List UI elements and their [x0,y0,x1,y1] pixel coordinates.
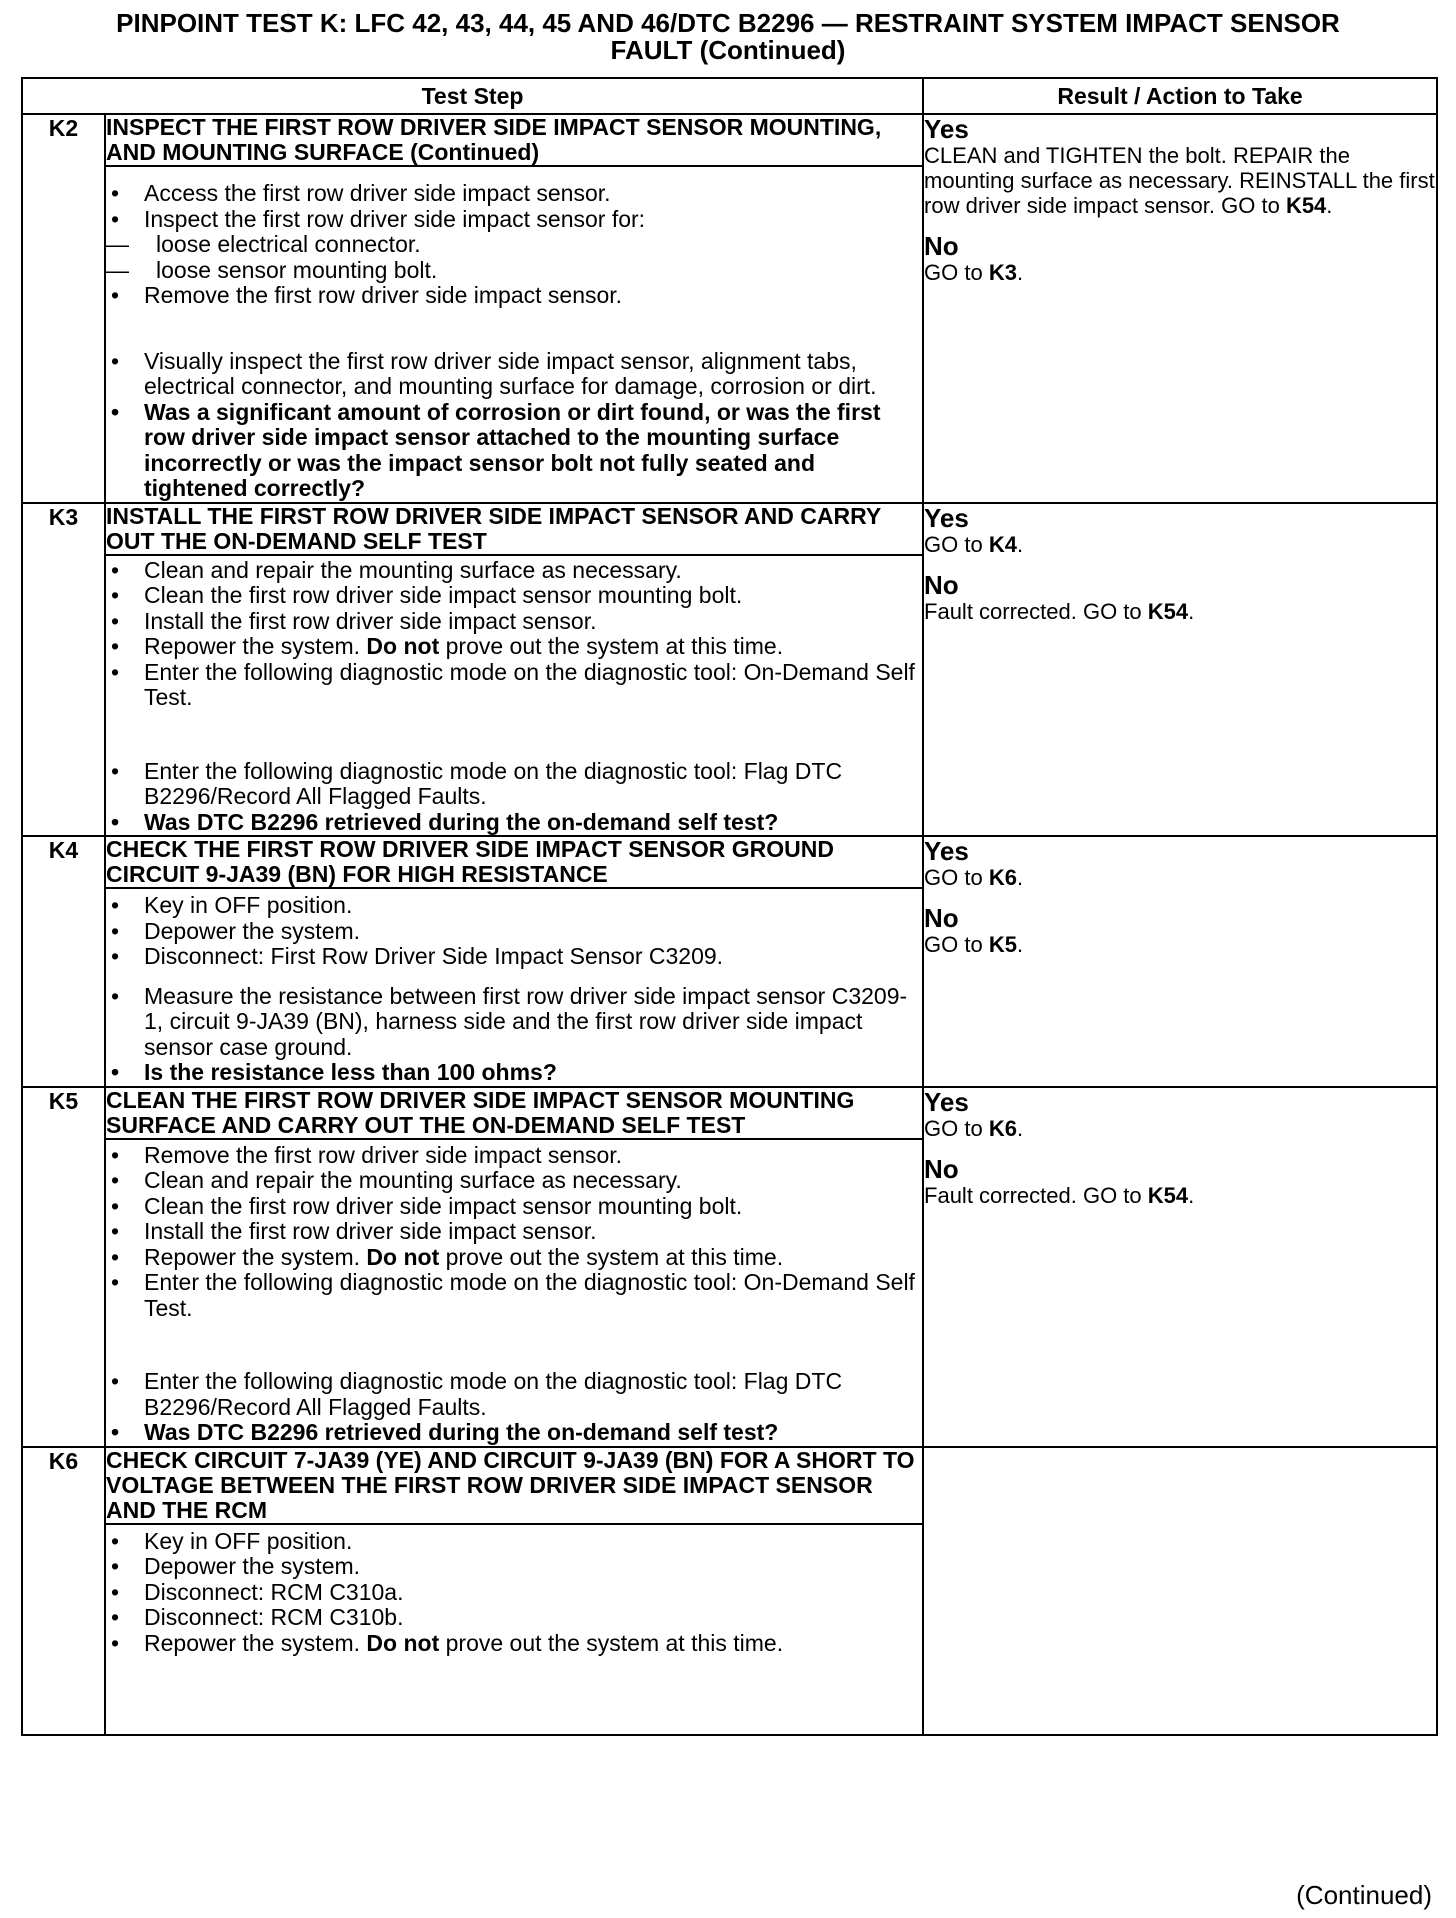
instruction-list [106,1143,922,1322]
step-body-k4 [105,888,923,1087]
instruction-list [106,1369,922,1446]
instruction-item: • Clean and repair the mounting surface as necessary. [106,558,922,584]
step-id-k4: K4 [22,836,105,1087]
instruction-list [106,1529,922,1657]
yes-label: Yes [924,836,969,866]
instruction-item: • Key in OFF position. [106,1529,922,1555]
step-result-k6 [923,1447,1437,1735]
step-body-k5 [105,1139,923,1447]
instruction-list [106,893,922,970]
step-ref: K54 [1147,1182,1189,1208]
step-ref: K6 [988,865,1017,890]
instruction-item: • Disconnect: First Row Driver Side Impact Sensor C3209. [106,944,922,970]
instruction-item: • Measure the resistance between first row driver side impact sensor C3209-1, circuit 9-JA39 (BN), harness side and the first row driver side impact sensor case ground. [106,984,922,1061]
instruction-item: • Repower the system. Do not prove out the system at this time. [106,1245,922,1271]
instruction-item: • Install the first row driver side impact sensor. [106,609,922,635]
step-k2-heading-row [22,114,1437,166]
step-id-k5: K5 [22,1087,105,1447]
instruction-list [106,558,922,711]
no-label: No [924,903,959,933]
step-ref: K5 [988,932,1017,957]
instruction-item: • Key in OFF position. [106,893,922,919]
table-header-row [22,78,1437,114]
question-item: • Was DTC B2296 retrieved during the on-demand self test? [106,810,922,836]
yes-label: Yes [924,502,969,533]
step-result-k4 [923,836,1437,1087]
no-label: No [924,231,959,261]
instruction-item: • Visually inspect the first row driver side impact sensor, alignment tabs, electrical connector, and mounting surface for damage, corrosion or dirt. [106,349,922,400]
sub-list [106,232,922,283]
title-line-1: PINPOINT TEST K: LFC 42, 43, 44, 45 AND 46/DTC B2296 — RESTRAINT SYSTEM IMPACT SENSOR [116,8,1340,38]
instruction-item: • Enter the following diagnostic mode on the diagnostic tool: Flag DTC B2296/Record All Flagged Faults. [106,1369,922,1420]
no-action: Fault corrected. GO to K54. [924,1182,1195,1208]
instruction-item: • Repower the system. Do not prove out the system at this time. [106,1631,922,1657]
step-k4-heading-row [22,836,1437,888]
question-item: • Was DTC B2296 retrieved during the on-demand self test? [106,1420,922,1446]
step-id-k6: K6 [22,1447,105,1735]
question-item: • Was a significant amount of corrosion or dirt found, or was the first row driver side impact sensor attached to the mounting surface incorrectly or was the impact sensor bolt not fully seated and tightened correctly? [106,400,922,502]
pinpoint-test-table [21,77,1438,1736]
instruction-item: • Clean and repair the mounting surface as necessary. [106,1168,922,1194]
continued-footer: (Continued) [1296,1880,1432,1910]
instruction-item: • Clean the first row driver side impact sensor mounting bolt. [106,1194,922,1220]
step-k3-heading-row [22,503,1437,555]
step-id-k3: K3 [22,503,105,837]
step-k6-heading-row [22,1447,1437,1524]
yes-action: CLEAN and TIGHTEN the bolt. REPAIR the mounting surface as necessary. REINSTALL the first row driver side impact sensor. GO to K54. [924,143,1435,218]
sub-item: — loose sensor mounting bolt. [106,258,922,284]
sub-item: — loose electrical connector. [106,232,922,258]
instruction-item: • Enter the following diagnostic mode on the diagnostic tool: On-Demand Self Test. [106,1270,922,1321]
page-title [20,10,1436,64]
instruction-list [106,349,922,502]
instruction-item: • Depower the system. [106,919,922,945]
step-body-k6 [105,1524,923,1735]
instruction-item: • Remove the first row driver side impact sensor. [106,283,922,309]
header-test-step: Test Step [22,78,923,114]
yes-label: Yes [924,1086,969,1117]
instruction-item: • Access the first row driver side impact sensor. [106,181,922,207]
instruction-list [106,181,922,309]
step-heading-k2: INSPECT THE FIRST ROW DRIVER SIDE IMPACT SENSOR MOUNTING, AND MOUNTING SURFACE (Continued) [105,114,923,166]
instruction-item: • Disconnect: RCM C310a. [106,1580,922,1606]
instruction-item: • Repower the system. Do not prove out the system at this time. [106,634,922,660]
instruction-item: • Clean the first row driver side impact sensor mounting bolt. [106,583,922,609]
yes-action: GO to K6. [924,865,1024,890]
step-ref: K54 [1147,598,1189,624]
no-label: No [924,1153,959,1184]
step-result-k5 [923,1087,1437,1447]
step-ref: K4 [988,531,1017,557]
step-heading-k6: CHECK CIRCUIT 7-JA39 (YE) AND CIRCUIT 9-JA39 (BN) FOR A SHORT TO VOLTAGE BETWEEN THE FIRST ROW DRIVER SIDE IMPACT SENSOR AND THE RCM [105,1447,923,1524]
step-heading-k3: INSTALL THE FIRST ROW DRIVER SIDE IMPACT SENSOR AND CARRY OUT THE ON-DEMAND SELF TEST [105,503,923,555]
step-result-k2 [923,114,1437,503]
step-heading-k4: CHECK THE FIRST ROW DRIVER SIDE IMPACT SENSOR GROUND CIRCUIT 9-JA39 (BN) FOR HIGH RESISTANCE [105,836,923,888]
yes-action: GO to K6. [924,1115,1024,1141]
header-result: Result / Action to Take [923,78,1437,114]
yes-label: Yes [924,114,969,144]
question-item: • Is the resistance less than 100 ohms? [106,1060,922,1086]
title-line-2: FAULT (Continued) [610,35,846,65]
step-ref: K3 [988,260,1017,285]
yes-action: GO to K4. [924,531,1024,557]
instruction-list [106,759,922,836]
step-ref: K6 [988,1115,1017,1141]
instruction-item: • Enter the following diagnostic mode on the diagnostic tool: Flag DTC B2296/Record All Flagged Faults. [106,759,922,810]
no-action: GO to K5. [924,932,1024,957]
step-k5-heading-row [22,1087,1437,1139]
step-result-k3 [923,503,1437,837]
step-body-k2 [105,166,923,503]
step-ref: K54 [1285,193,1327,218]
step-body-k3 [105,555,923,837]
instruction-item: • Remove the first row driver side impact sensor. [106,1143,922,1169]
instruction-item: • Enter the following diagnostic mode on the diagnostic tool: On-Demand Self Test. [106,660,922,711]
step-heading-k5: CLEAN THE FIRST ROW DRIVER SIDE IMPACT SENSOR MOUNTING SURFACE AND CARRY OUT THE ON-DEMAND SELF TEST [105,1087,923,1139]
step-id-k2: K2 [22,114,105,503]
no-action: Fault corrected. GO to K54. [924,598,1195,624]
instruction-item: • Disconnect: RCM C310b. [106,1605,922,1631]
instruction-item: • Depower the system. [106,1554,922,1580]
instruction-list [106,984,922,1086]
instruction-item: • Install the first row driver side impact sensor. [106,1219,922,1245]
no-action: GO to K3. [924,260,1024,285]
no-label: No [924,569,959,600]
instruction-item: • Inspect the first row driver side impact sensor for: — loose electrical connector. — loose sensor mounting bolt. [106,207,922,284]
